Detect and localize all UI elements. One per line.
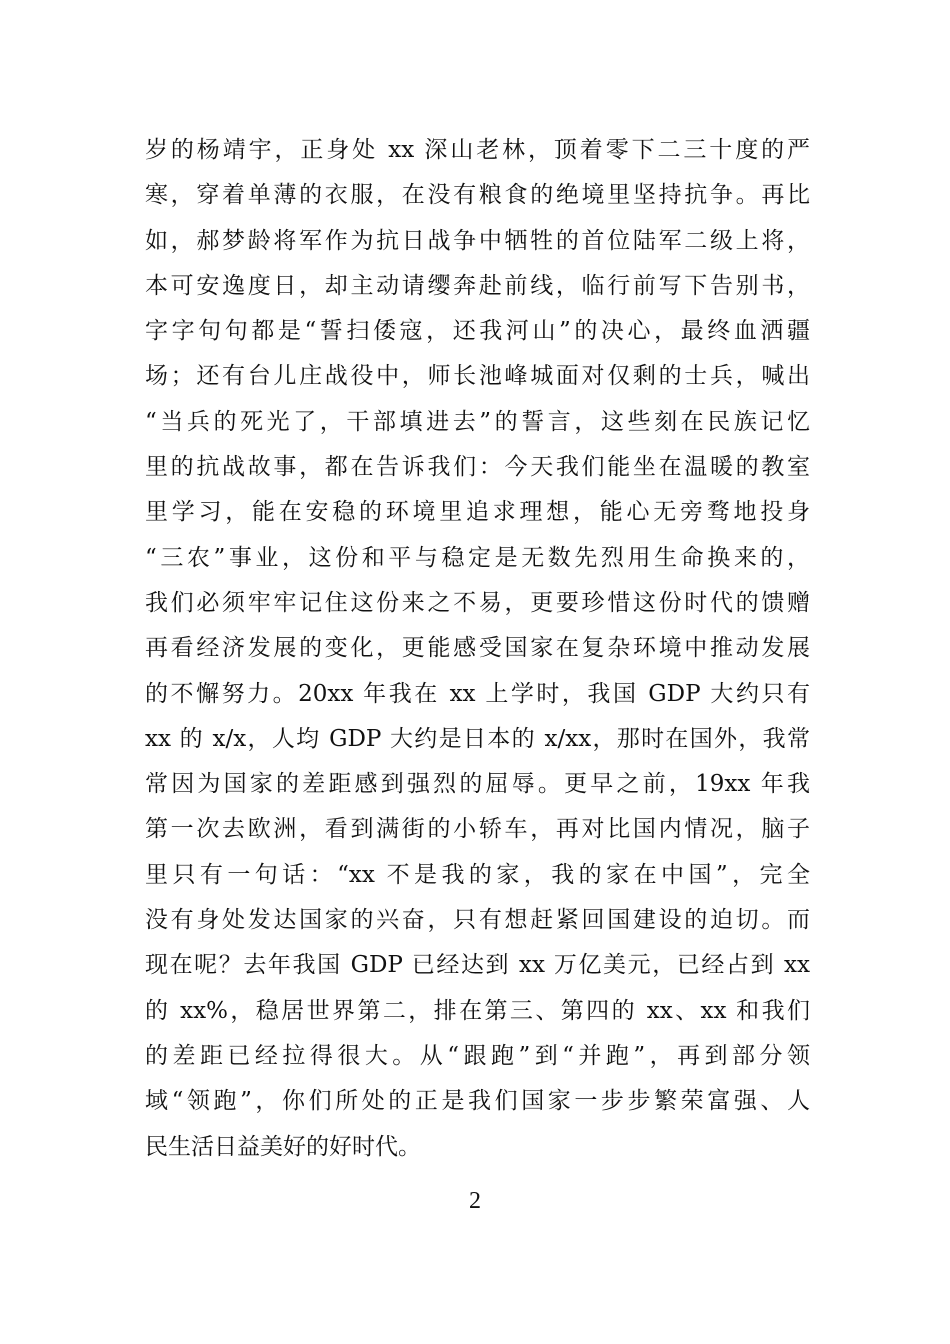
text-line: 岁的杨靖宇，正身处 xx 深山老林，顶着零下二三十度的严 [145,137,810,163]
text-line: 常因为国家的差距感到强烈的屈辱。更早之前，19xx 年我 [145,771,810,798]
text-line: “三农”事业，这份和平与稳定是无数先烈用生命换来的， [145,544,810,571]
text-line: 现在呢？去年我国 GDP 已经达到 xx 万亿美元，已经占到 xx [145,952,810,979]
text-line: 第一次去欧洲，看到满街的小轿车，再对比国内情况，脑子 [145,816,810,843]
page-number: 2 [469,1188,481,1214]
text-line: 的不懈努力。20xx 年我在 xx 上学时，我国 GDP 大约只有 [145,680,810,707]
text-line: xx 的 x/x，人均 GDP 大约是日本的 x/xx，那时在国外，我常 [145,725,810,752]
text-line: 再看经济发展的变化，更能感受国家在复杂环境中推动发展 [145,635,810,662]
text-line: “当兵的死光了，干部填进去”的誓言，这些刻在民族记忆 [145,408,810,435]
text-line: 字字句句都是“誓扫倭寇，还我河山”的决心，最终血洒疆 [145,318,810,345]
text-line: 里只有一句话：“xx 不是我的家，我的家在中国”，完全 [145,861,810,888]
text-line: 的 xx%，稳居世界第二，排在第三、第四的 xx、xx 和我们 [145,997,810,1024]
text-line: 本可安逸度日，却主动请缨奔赴前线，临行前写下告别书， [145,272,810,299]
text-line: 里学习，能在安稳的环境里追求理想，能心无旁骛地投身 [145,499,810,526]
text-line: 场；还有台儿庄战役中，师长池峰城面对仅剩的士兵，喊出 [145,363,810,390]
text-line: 寒，穿着单薄的衣服，在没有粮食的绝境里坚持抗争。再比 [145,182,810,209]
text-line: 没有身处发达国家的兴奋，只有想赶紧回国建设的迫切。而 [145,907,810,934]
text-line: 民生活日益美好的好时代。 [145,1133,421,1160]
text-line: 里的抗战故事，都在告诉我们：今天我们能坐在温暖的教室 [145,454,810,481]
text-line: 域“领跑”，你们所处的正是我们国家一步步繁荣富强、人 [145,1088,810,1115]
text-line: 我们必须牢牢记住这份来之不易，更要珍惜这份时代的馈赠 [145,589,810,616]
body-text [145,128,810,1170]
text-line: 如，郝梦龄将军作为抗日战争中牺牲的首位陆军二级上将， [145,227,810,254]
text-line: 的差距已经拉得很大。从“跟跑”到“并跑”，再到部分领 [145,1042,810,1069]
